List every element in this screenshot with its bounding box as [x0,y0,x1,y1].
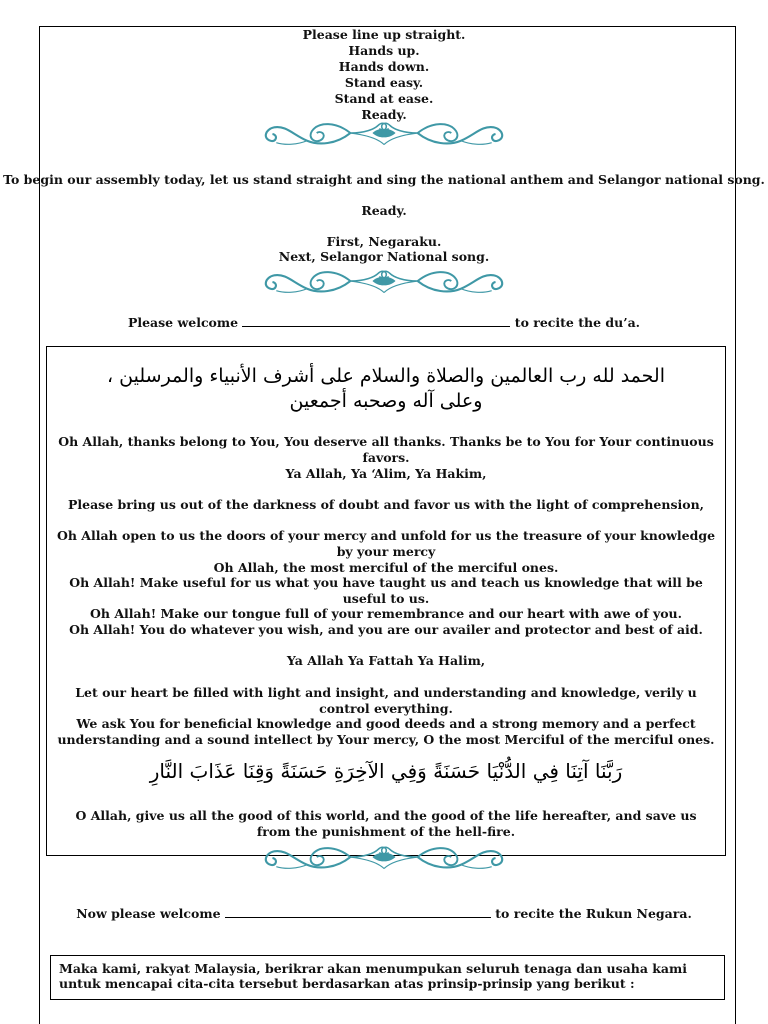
welcome-dua-line [0,315,768,331]
command-stand-at-ease: Stand at ease. [334,91,434,106]
dua-box [46,346,726,856]
dua-p10: O Allah, give us all the good of this world, and the good of the life hereafter, and save us from the punishment of the hell-fire. [75,808,697,839]
dua-arabic-line2: وعلى آله وصحبه أجمعين [289,390,483,412]
rukun-negara-text: Maka kami, rakyat Malaysia, berikrar akan menumpukan seluruh tenaga dan usaha kami untuk mencapai cita-cita tersebut berdasarkan atas prinsip-prinsip yang berikut : [59,961,688,991]
dua-p6 [57,606,715,638]
command-ready: Ready. [361,107,407,122]
welcome-dua-prefix: Please welcome [127,315,239,330]
dua-p8: Let our heart be filled with light and insight, and understanding and knowledge, verily u control everything. [75,685,697,716]
dua-p4 [53,528,719,576]
ornament-divider-2 [259,266,509,298]
dua-p6b: Oh Allah! You do whatever you wish, and you are our availer and protector and best of aid. [69,622,703,637]
dua-p4b: Oh Allah, the most merciful of the merciful ones. [213,560,559,575]
command-stand-easy: Stand easy. [344,75,424,90]
welcome-rukun-line [0,906,768,922]
rukun-negara-box [50,955,725,1000]
command-hands-down: Hands down. [338,59,430,74]
command-hands-up: Hands up. [348,43,420,58]
ornament-divider-3 [259,842,509,874]
welcome-rukun-suffix: to recite the Rukun Negara. [495,906,692,921]
dua-arabic-line1: الحمد لله رب العالمين والصلاة والسلام على أشرف الأنبياء والمرسلين ، [107,365,665,387]
dua-arabic-opening [57,364,715,414]
dua-p2: Ya Allah, Ya ‘Alim, Ya Hakim, [285,466,487,481]
command-line-up: Please line up straight. [302,27,466,42]
welcome-dua-suffix: to recite the du’a. [514,315,641,330]
dua-p5: Oh Allah! Make useful for us what you have taught us and teach us knowledge that will be useful to us. [69,575,703,606]
name-blank-rukun[interactable] [225,907,491,918]
dua-arabic-verse: رَبَّنَا آتِنَا فِي الدُّنْيَا حَسَنَةً وَفِي الآخِرَةِ حَسَنَةً وَقِنَا عَذَابَ النَّارِ [149,759,623,783]
welcome-rukun-prefix: Now please welcome [76,906,221,921]
dua-p6a: Oh Allah! Make our tongue full of your remembrance and our heart with awe of you. [89,606,683,621]
dua-p7: Ya Allah Ya Fattah Ya Halim, [286,653,486,668]
dua-p9: We ask You for beneficial knowledge and good deeds and a strong memory and a perfect understanding and a sound intellect by Your mercy, O the most Merciful of the merciful ones. [57,716,715,747]
dua-p1: Oh Allah, thanks belong to You, You deserve all thanks. Thanks be to You for Your continuous favors. [58,434,714,465]
anthem-next: Next, Selangor National song. [278,249,490,264]
anthem-ready: Ready. [361,203,407,218]
opening-commands [0,27,768,123]
dua-p4a: Oh Allah open to us the doors of your mercy and unfold for us the treasure of your knowledge by your mercy [56,528,716,559]
anthem-first: First, Negaraku. [326,234,442,249]
ornament-divider-1 [259,118,509,150]
name-blank-dua[interactable] [242,316,510,327]
dua-p3: Please bring us out of the darkness of doubt and favor us with the light of comprehension, [67,497,705,512]
anthem-intro: To begin our assembly today, let us stand straight and sing the national anthem and Selangor national song. [3,172,765,187]
